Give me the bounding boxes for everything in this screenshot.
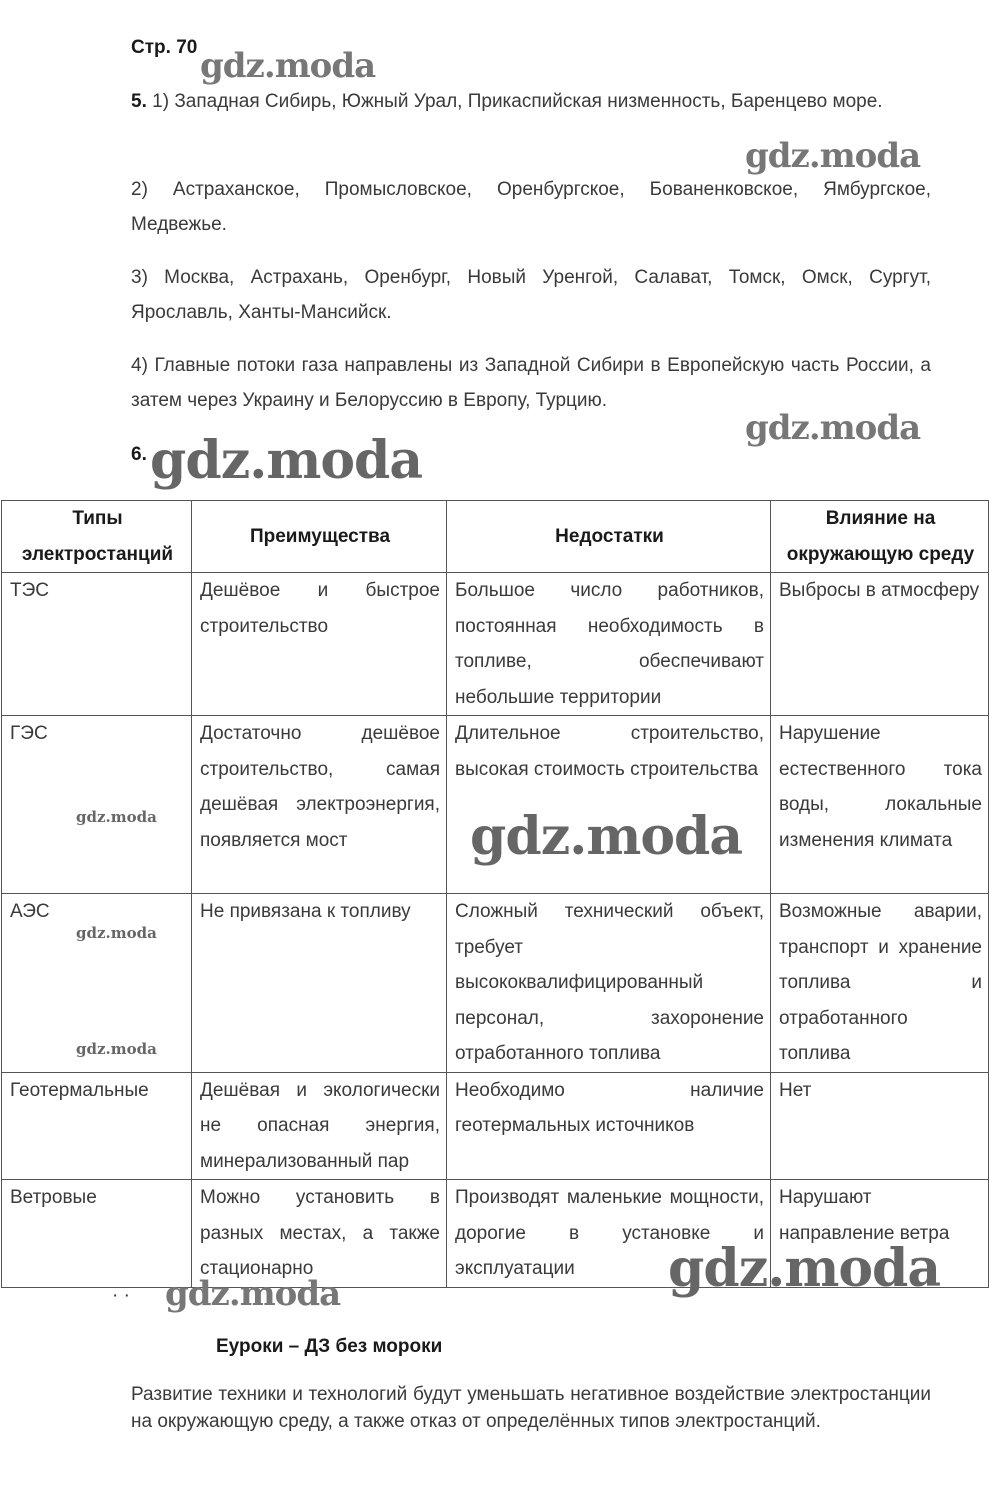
table-cell: Производят маленькие мощности, дорогие в установке и эксплуатации: [447, 1180, 771, 1288]
table-cell: ГЭС: [2, 716, 192, 894]
power-plants-table: [1, 500, 989, 1288]
table-cell: Дешёвое и быстрое строительство: [192, 573, 447, 716]
table-cell: Выбросы в атмосферу: [771, 573, 989, 716]
watermark: gdz.moda: [668, 1238, 941, 1299]
watermark: gdz.moda: [76, 924, 157, 942]
conclusion-text: Развитие техники и технологий будут уменьшать негативное воздействие электростанции на окружающую среду, а также отказ от определённых типов электростанций.: [131, 1384, 931, 1432]
header-cell: Преимущества: [192, 501, 447, 573]
task5-number: 5.: [131, 91, 147, 112]
table-cell: Ветровые: [2, 1180, 192, 1288]
watermark: gdz.moda: [76, 808, 157, 826]
watermark: gdz.moda: [745, 408, 921, 448]
header-cell: Влияние на окружающую среду: [771, 501, 989, 573]
table-cell: Длительное строительство, высокая стоимость строительства: [447, 716, 771, 894]
task5-item-1: [131, 84, 931, 119]
table-cell: Возможные аварии, транспорт и хранение топлива и отработанного топлива: [771, 894, 989, 1073]
table-row: [2, 1072, 989, 1180]
footer-brand: Еуроки – ДЗ без мороки: [216, 1336, 443, 1357]
watermark: gdz.moda: [745, 136, 921, 176]
table-cell: Можно установить в разных местах, а также стационарно: [192, 1180, 447, 1288]
table-cell: Дешёвая и экологически не опасная энергия, минерализованный пар: [192, 1072, 447, 1180]
page-number: Стр. 70: [131, 37, 198, 58]
table-cell: Геотермальные: [2, 1072, 192, 1180]
table-cell: Необходимо наличие геотермальных источников: [447, 1072, 771, 1180]
watermark: gdz.moda: [150, 430, 423, 491]
table-cell: Не привязана к топливу: [192, 894, 447, 1073]
dots-mark: · ·: [112, 1285, 130, 1306]
header-cell: Недостатки: [447, 501, 771, 573]
task5-item-2: 2) Астраханское, Промысловское, Оренбургское, Бованенковское, Ямбургское, Медвежье.: [131, 179, 931, 235]
table-cell: ТЭС: [2, 573, 192, 716]
table-cell: Нарушение естественного тока воды, локальные изменения климата: [771, 716, 989, 894]
table-cell: Достаточно дешёвое строительство, самая дешёвая электроэнергия, появляется мост: [192, 716, 447, 894]
task5-item-3: 3) Москва, Астрахань, Оренбург, Новый Уренгой, Салават, Томск, Омск, Сургут, Ярославль, Ханты-Мансийск.: [131, 267, 931, 323]
table-row: [2, 573, 989, 716]
task5-item-1-text: 1) Западная Сибирь, Южный Урал, Прикаспийская низменность, Баренцево море.: [152, 91, 883, 112]
table-cell: Сложный технический объект, требует высококвалифицированный персонал, захоронение отработанного топлива: [447, 894, 771, 1073]
task6-number: 6.: [131, 444, 147, 465]
header-cell: Типы электростанций: [2, 501, 192, 573]
watermark: gdz.moda: [470, 806, 743, 867]
watermark: gdz.moda: [165, 1274, 341, 1314]
task5-item-4: 4) Главные потоки газа направлены из Западной Сибири в Европейскую часть России, а затем через Украину и Белоруссию в Европу, Турцию.: [131, 355, 931, 411]
table-cell: Большое число работников, постоянная необходимость в топливе, обеспечивают небольшие территории: [447, 573, 771, 716]
table-cell: Нарушают направление ветра: [771, 1180, 989, 1288]
watermark: gdz.moda: [200, 46, 376, 86]
table-cell: АЭС: [2, 894, 192, 1073]
table-header-row: [2, 501, 989, 573]
table-cell: Нет: [771, 1072, 989, 1180]
watermark: gdz.moda: [76, 1040, 157, 1058]
